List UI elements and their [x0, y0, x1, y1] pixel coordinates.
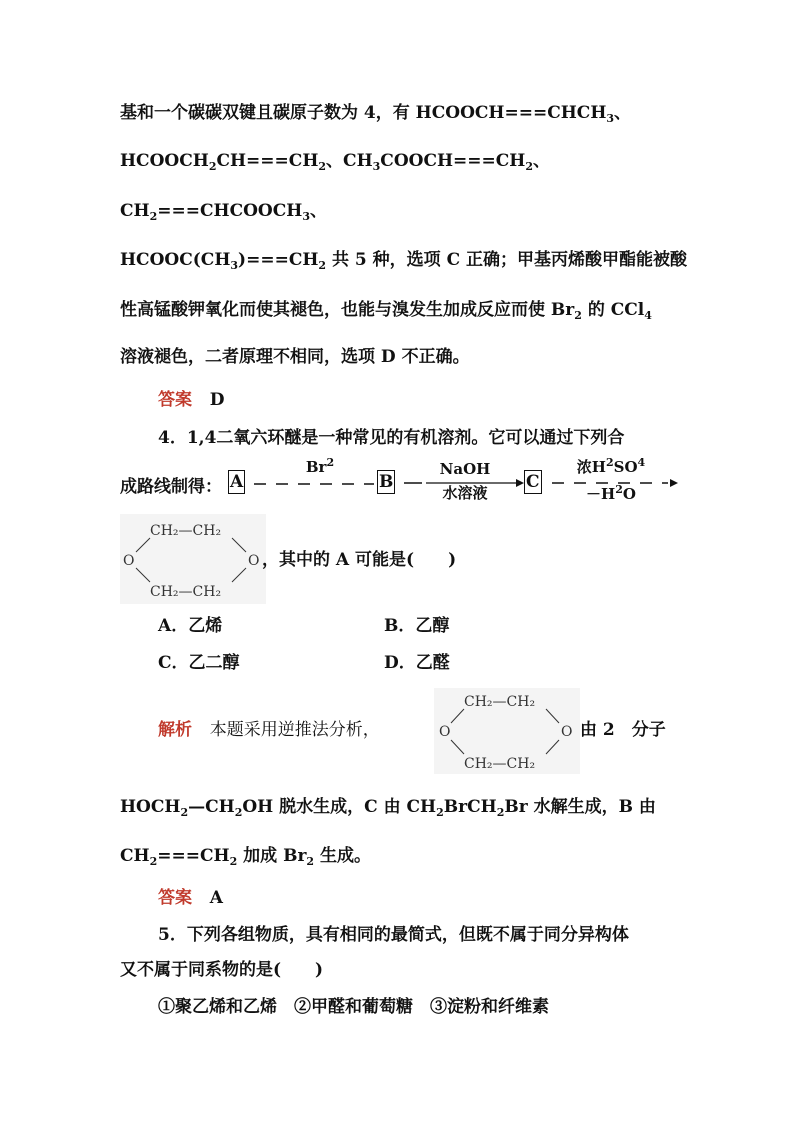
option-a: A．乙烯 — [158, 616, 223, 636]
subscript: 4 — [644, 309, 652, 322]
question-5-line-2 — [120, 958, 323, 982]
ring-left-oxygen: O — [123, 553, 135, 569]
line-1-text: 基和一个碳碳双键且碳原子数为 4，有 HCOOCH===CHCH — [120, 103, 607, 123]
subscript: 2 — [574, 309, 582, 322]
arrow-1-icon — [250, 478, 380, 490]
analysis-line-2: $HOCH_2—CH_2OH$ 脱水生成，C 由 $CH_2BrCH_2Br$ 水解生成，B 由 — [120, 797, 656, 819]
reagent-2-bottom: 水溶液 — [442, 484, 488, 502]
option-c: C．乙二醇 — [158, 653, 240, 673]
question-4-ask — [262, 548, 456, 572]
option-d: D．乙醛 — [384, 653, 450, 673]
analysis-label: 解析 — [158, 720, 192, 740]
route-prefix: 成路线制得： — [120, 477, 222, 497]
analysis-line-1-end — [580, 718, 666, 742]
question-4-line-1 — [158, 426, 624, 450]
text-line-3 — [120, 199, 327, 223]
synthesis-route — [120, 458, 680, 508]
question-5-text-2: 又不属于同系物的是( ) — [120, 960, 324, 980]
analysis-text: 本题采用逆推法分析， — [209, 720, 380, 740]
reagent-3-top: 浓$H^2SO^4$ — [576, 456, 646, 476]
formula-part: 、CH — [326, 151, 373, 171]
question-5-line-3 — [158, 995, 549, 1019]
line-6-text: 溶液褪色，二者原理不相同，选项 D 不正确。 — [120, 347, 470, 367]
subscript: 2 — [208, 160, 217, 173]
text-line-1 — [120, 101, 631, 125]
subscript: 2 — [318, 259, 327, 272]
answer-2 — [158, 886, 223, 910]
subscript: 3 — [230, 259, 239, 272]
text-line-4 — [120, 248, 687, 272]
formula-part: 、 — [533, 151, 551, 171]
question-4-ask-text: ，其中的 A 可能是( ) — [262, 550, 457, 570]
ring-bottom-label: CH₂—CH₂ — [464, 756, 536, 772]
formula-part: 性高锰酸钾氧化而使其褪色，也能与溴发生加成反应而使 Br — [120, 300, 575, 320]
formula-part: COOCH===CH — [380, 151, 526, 171]
option-b: B．乙醇 — [384, 616, 450, 636]
answer-value: A — [209, 888, 223, 908]
compound-b-box: B — [379, 472, 394, 492]
reagent-1: Br$^2$ — [305, 456, 335, 476]
answer-value: D — [209, 390, 225, 410]
ring-right-oxygen: O — [561, 724, 573, 740]
answer-label: 答案 — [158, 390, 192, 410]
compound-a-box: A — [230, 472, 244, 492]
formula-part: ===CHCOOCH — [157, 201, 303, 221]
formula-part: HCOOCH — [120, 151, 209, 171]
subscript: 2 — [318, 160, 327, 173]
subscript: 2 — [525, 160, 534, 173]
text-line-2 — [120, 149, 550, 173]
dioxane-structure-2 — [434, 688, 580, 774]
ring-right-oxygen: O — [248, 553, 260, 569]
subscript: 3 — [372, 160, 381, 173]
question-5-choices: ①聚乙烯和乙烯 ②甲醛和葡萄糖 ③淀粉和纤维素 — [158, 997, 549, 1017]
analysis-text-end: 由 2 分子 — [580, 720, 666, 740]
ring-bottom-label: CH₂—CH₂ — [150, 584, 222, 600]
ring-left-oxygen: O — [439, 724, 451, 740]
formula-part: HCOOC(CH — [120, 250, 231, 270]
answer-label: 答案 — [158, 888, 192, 908]
dioxane-structure-1 — [120, 514, 266, 604]
subscript: 3 — [606, 112, 615, 125]
reagent-2-top: NaOH — [439, 460, 491, 478]
formula-part: CH===CH — [216, 151, 319, 171]
formula-part: CH — [120, 201, 150, 221]
question-5-line-1 — [158, 923, 629, 947]
formula-part: 、 — [309, 201, 327, 221]
analysis-line-1 — [158, 718, 380, 742]
formula-part: )===CH — [238, 250, 319, 270]
subscript: 2 — [149, 210, 158, 223]
answer-1 — [158, 388, 225, 412]
arrow-2-icon — [400, 477, 525, 489]
line-1-end: 、 — [614, 103, 632, 123]
analysis-line-3: $CH_2===CH_2$ 加成 $Br_2$ 生成。 — [120, 846, 371, 868]
ring-top-label: CH₂—CH₂ — [150, 523, 222, 539]
question-4-text: 4．1,4二氧六环醚是一种常见的有机溶剂。它可以通过下列合 — [158, 428, 625, 448]
text-line-6 — [120, 345, 470, 369]
text-line-5 — [120, 298, 652, 322]
question-5-text: 5．下列各组物质，具有相同的最简式，但既不属于同分异构体 — [158, 925, 629, 945]
reagent-3-bottom: $-H^2O$ — [586, 483, 636, 503]
compound-c-box: C — [526, 472, 540, 492]
subscript: 3 — [302, 210, 310, 223]
ring-top-label: CH₂—CH₂ — [464, 694, 536, 710]
formula-part: 共 5 种，选项 C 正确；甲基丙烯酸甲酯能被酸 — [326, 250, 688, 270]
formula-part: 的 CCl — [581, 300, 645, 320]
arrow-3-icon — [548, 477, 680, 489]
